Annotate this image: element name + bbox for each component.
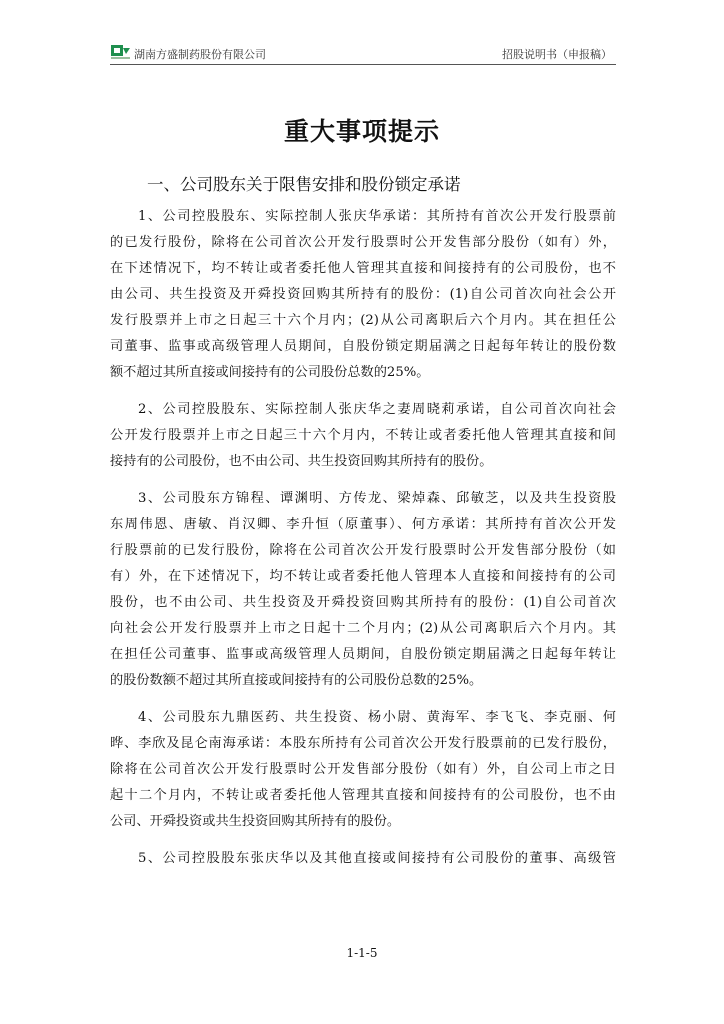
text-line: 有）外，在下述情况下，均不转让或者委托他人管理本人直接和间接持有的公司 xyxy=(110,569,616,584)
text-line: 除将在公司首次公开发行股票时公开发售部分股份（如有）外，自公司上市之日 xyxy=(110,762,616,777)
text-line: 由公司、共生投资及开舜投资回购其所持有的股份：(1)自公司首次向社会公开 xyxy=(110,287,616,302)
text-line: 接持有的公司股份，也不由公司、共生投资回购其所持有的股份。 xyxy=(110,454,493,469)
text-line: 起十二个月内，不转让或者委托他人管理其直接和间接持有的公司股份，也不由 xyxy=(110,788,616,803)
page-title: 重大事项提示 xyxy=(283,117,440,146)
paragraph-3 xyxy=(110,486,616,694)
paragraph-2 xyxy=(110,397,616,475)
text-line: 司董事、监事或高级管理人员期间，自股份锁定期届满之日起每年转让的股份数 xyxy=(110,339,616,354)
company-name: 湖南方盛制药股份有限公司 xyxy=(134,48,266,61)
text-line: 在担任公司董事、监事或高级管理人员期间，自股份锁定期届满之日起每年转让 xyxy=(110,647,616,662)
text-line: 的股份数额不超过其所直接或间接持有的公司股份总数的25%。 xyxy=(110,673,483,688)
text-line: 1、公司控股股东、实际控制人张庆华承诺：其所持有首次公开发行股票前 xyxy=(138,209,616,224)
text-line: 3、公司股东方锦程、谭渊明、方传龙、梁焯森、邱敏芝，以及共生投资股 xyxy=(138,491,616,506)
text-line: 东周伟恩、唐敏、肖汉卿、李升恒（原董事）、何方承诺：其所持有首次公开发 xyxy=(110,517,616,532)
text-line: 的已发行股份，除将在公司首次公开发行股票时公开发售部分股份（如有）外， xyxy=(110,235,616,250)
text-line: 向社会公开发行股票并上市之日起十二个月内；(2)从公司离职后六个月内。其 xyxy=(110,621,616,636)
section-heading: 一、公司股东关于限售安排和股份锁定承诺 xyxy=(147,175,461,194)
text-line: 公司、开舜投资或共生投资回购其所持有的股份。 xyxy=(110,814,401,829)
text-line: 2、公司控股股东、实际控制人张庆华之妻周晓莉承诺，自公司首次向社会 xyxy=(138,402,616,417)
text-line: 发行股票并上市之日起三十六个月内；(2)从公司离职后六个月内。其在担任公 xyxy=(110,313,616,328)
body-text xyxy=(110,204,616,883)
text-line: 股份，也不由公司、共生投资及开舜投资回购其所持有的股份：(1)自公司首次 xyxy=(110,595,616,610)
paragraph-5 xyxy=(110,846,616,872)
text-line: 额不超过其所直接或间接持有的公司股份总数的25%。 xyxy=(110,365,430,380)
text-line: 公开发行股票并上市之日起三十六个月内，不转让或者委托他人管理其直接和间 xyxy=(110,428,616,443)
paragraph-1 xyxy=(110,204,616,386)
page-header xyxy=(110,42,616,65)
text-line: 4、公司股东九鼎医药、共生投资、杨小尉、黄海军、李飞飞、李克丽、何 xyxy=(138,710,616,725)
text-line: 行股票前的已发行股份，除将在公司首次公开发行股票时公开发售部分股份（如 xyxy=(110,543,616,558)
text-line: 在下述情况下，均不转让或者委托他人管理其直接和间接持有的公司股份，也不 xyxy=(110,261,616,276)
paragraph-4 xyxy=(110,705,616,835)
text-line: 晔、李欣及昆仑南海承诺：本股东所持有公司首次公开发行股票前的已发行股份， xyxy=(110,736,616,751)
document-type: 招股说明书（申报稿） xyxy=(502,48,612,61)
company-logo-icon xyxy=(110,44,132,60)
text-line: 5、公司控股股东张庆华以及其他直接或间接持有公司股份的董事、高级管 xyxy=(138,851,616,866)
page-number: 1-1-5 xyxy=(346,946,378,960)
